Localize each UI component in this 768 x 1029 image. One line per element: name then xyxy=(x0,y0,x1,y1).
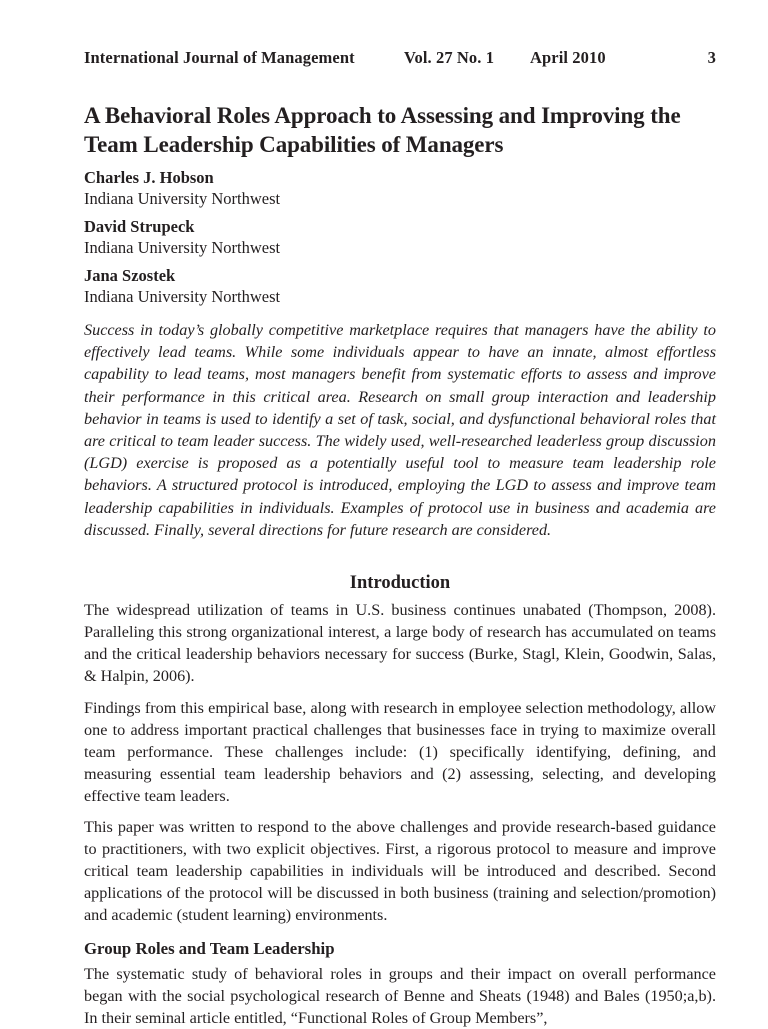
journal-name: International Journal of Management xyxy=(84,48,355,67)
volume-issue: Vol. 27 No. 1 xyxy=(404,48,495,67)
author-name: Charles J. Hobson xyxy=(84,168,214,187)
author-list xyxy=(84,168,716,315)
author-name: Jana Szostek xyxy=(84,266,176,285)
issue-date: April 2010 xyxy=(530,48,606,67)
introduction-heading: Introduction xyxy=(349,573,451,593)
author-affiliation: Indiana University Northwest xyxy=(84,189,281,208)
author-name: David Strupeck xyxy=(84,217,195,236)
body-paragraph: The systematic study of behavioral roles in groups and their impact on overall performance began with the social psychological research of Benne and Sheats (1948) and Bales (1950;a,b). In their seminal article entitled, “Functional Roles of Group Members”, xyxy=(84,965,716,1027)
running-header xyxy=(84,48,716,70)
author-block xyxy=(84,168,716,217)
author-block xyxy=(84,217,716,266)
abstract: Success in today’s globally competitive marketplace requires that managers have the ability to effectively lead teams. While some individuals appear to have an innate, almost effortless capability to lead teams, most managers benefit from systematic efforts to assess and improve their performance in this critical area. Research on small group interaction and leadership behavior in teams is used to identify a set of task, social, and dysfunctional behavioral roles that are critical to team leader success. The widely used, well-researched leaderless group discussion (LGD) exercise is proposed as a potentially useful tool to measure team leadership role behaviors. A structured protocol is introduced, employing the LGD to assess and improve team leadership capabilities in individuals. Examples of protocol use in business and academia are discussed. Finally, several directions for future research are considered. xyxy=(84,321,716,539)
body-paragraph: This paper was written to respond to the above challenges and provide research-based guidance to practitioners, with two explicit objectives. First, a rigorous protocol to measure and improve critical team leadership capabilities in individuals will be introduced and described. Second applications of the protocol will be discussed in both business (training and selection/promotion) and academic (student learning) environments. xyxy=(84,818,716,924)
body-paragraph: The widespread utilization of teams in U.S. business continues unabated (Thompson, 2008). Paralleling this strong organizational interest, a large body of research has accumulated on teams and the critical leadership behaviors necessary for success (Burke, Stagl, Klein, Goodwin, Salas, & Halpin, 2006). xyxy=(84,601,716,685)
author-affiliation: Indiana University Northwest xyxy=(84,238,281,257)
author-affiliation: Indiana University Northwest xyxy=(84,287,281,306)
article-title: A Behavioral Roles Approach to Assessing and Improving the Team Leadership Capabilities of Managers xyxy=(84,103,681,157)
author-block xyxy=(84,266,716,315)
body-paragraph: Findings from this empirical base, along with research in employee selection methodology, allow one to address important practical challenges that businesses face in trying to maximize overall team performance. These challenges include: (1) specifically identifying, defining, and measuring essential team leadership behaviors and (2) assessing, selecting, and developing effective team leaders. xyxy=(84,699,716,805)
group-roles-heading: Group Roles and Team Leadership xyxy=(84,939,335,958)
page-number: 3 xyxy=(707,48,716,67)
